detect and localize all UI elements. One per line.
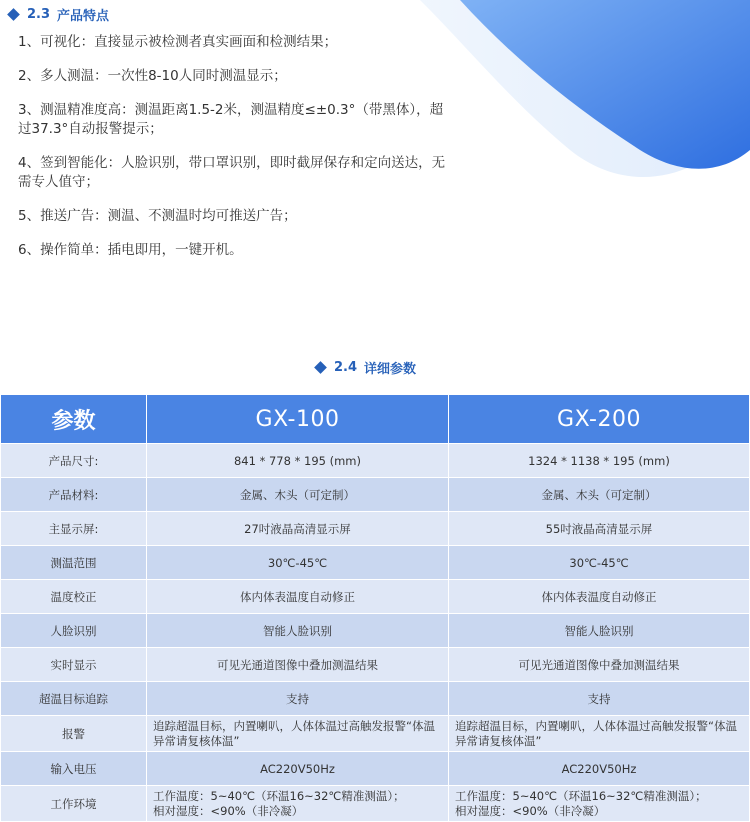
cell-gx100: 追踪超温目标，内置喇叭，人体体温过高触发报警“体温异常请复核体温” (147, 716, 449, 752)
table-row (1, 512, 750, 546)
cell-gx100: 30℃-45℃ (147, 546, 449, 580)
table-row (1, 444, 750, 478)
diamond-bullet-icon (7, 8, 20, 21)
row-label: 产品尺寸: (1, 444, 147, 478)
feature-item: 4、签到智能化：人脸识别，带口罩识别，即时截屏保存和定向送达，无需专人值守； (18, 155, 446, 190)
table-row (1, 648, 750, 682)
row-label: 温度校正 (1, 580, 147, 614)
table-row (1, 786, 750, 822)
table-row (1, 716, 750, 752)
cell-gx100: 体内体表温度自动修正 (147, 580, 449, 614)
row-label: 输入电压 (1, 752, 147, 786)
cell-gx200: 追踪超温目标，内置喇叭，人体体温过高触发报警“体温异常请复核体温” (449, 716, 750, 752)
diamond-bullet-icon (314, 361, 327, 374)
cell-gx100: 金属、木头（可定制） (147, 478, 449, 512)
table-row (1, 478, 750, 512)
section-heading-params (316, 358, 416, 377)
cell-gx200 (449, 786, 750, 822)
feature-item: 2、多人测温：一次性8-10人同时测温显示； (18, 68, 287, 84)
cell-gx200: 支持 (449, 682, 750, 716)
cell-gx200: 体内体表温度自动修正 (449, 580, 750, 614)
row-label: 测温范围 (1, 546, 147, 580)
feature-list (18, 33, 448, 275)
table-row (1, 752, 750, 786)
table-row (1, 546, 750, 580)
cell-gx200: 1324 * 1138 * 195 (mm) (449, 444, 750, 478)
feature-item: 5、推送广告：测温、不测温时均可推送广告； (18, 208, 297, 224)
cell-gx200: 可见光通道图像中叠加测温结果 (449, 648, 750, 682)
cell-gx100: AC220V50Hz (147, 752, 449, 786)
header-gx200: GX-200 (449, 395, 750, 444)
cell-gx200: 55吋液晶高清显示屏 (449, 512, 750, 546)
section-heading-features (9, 5, 109, 24)
table-row (1, 682, 750, 716)
cell-gx100: 可见光通道图像中叠加测温结果 (147, 648, 449, 682)
cell-gx100: 27吋液晶高清显示屏 (147, 512, 449, 546)
row-label: 报警 (1, 716, 147, 752)
cell-gx100 (147, 786, 449, 822)
cell-line: 相对湿度：<90%（非冷凝） (153, 803, 304, 818)
table-header-row (1, 395, 750, 444)
row-label: 产品材料: (1, 478, 147, 512)
row-label: 人脸识别 (1, 614, 147, 648)
section-title: 产品特点 (57, 9, 110, 24)
row-label: 超温目标追踪 (1, 682, 147, 716)
section-title: 详细参数 (364, 362, 417, 377)
feature-item: 6、操作简单：插电即用，一键开机。 (18, 242, 243, 258)
header-param: 参数 (1, 395, 147, 444)
header-gx100: GX-100 (147, 395, 449, 444)
cell-line: 相对湿度：<90%（非冷凝） (455, 803, 606, 818)
section-number: 2.4 (334, 360, 358, 375)
cell-gx100: 支持 (147, 682, 449, 716)
feature-item: 1、可视化：直接显示被检测者真实画面和检测结果； (18, 34, 338, 50)
cell-gx200: 30℃-45℃ (449, 546, 750, 580)
row-label: 主显示屏: (1, 512, 147, 546)
cell-line: 工作温度：5~40℃（环温16~32℃精准测温）； (455, 788, 707, 803)
cell-gx200: AC220V50Hz (449, 752, 750, 786)
row-label: 工作环境 (1, 786, 147, 822)
cell-gx200: 金属、木头（可定制） (449, 478, 750, 512)
row-label: 实时显示 (1, 648, 147, 682)
params-table (0, 394, 750, 822)
cell-line: 工作温度：5~40℃（环温16~32℃精准测温）； (153, 788, 405, 803)
cell-gx100: 智能人脸识别 (147, 614, 449, 648)
section-number: 2.3 (27, 7, 51, 22)
cell-gx100: 841 * 778 * 195 (mm) (147, 444, 449, 478)
feature-item: 3、测温精准度高：测温距离1.5-2米，测温精度≤±0.3°（带黑体），超过37.3°自动报警提示； (18, 102, 444, 137)
table-row (1, 580, 750, 614)
cell-gx200: 智能人脸识别 (449, 614, 750, 648)
table-row (1, 614, 750, 648)
